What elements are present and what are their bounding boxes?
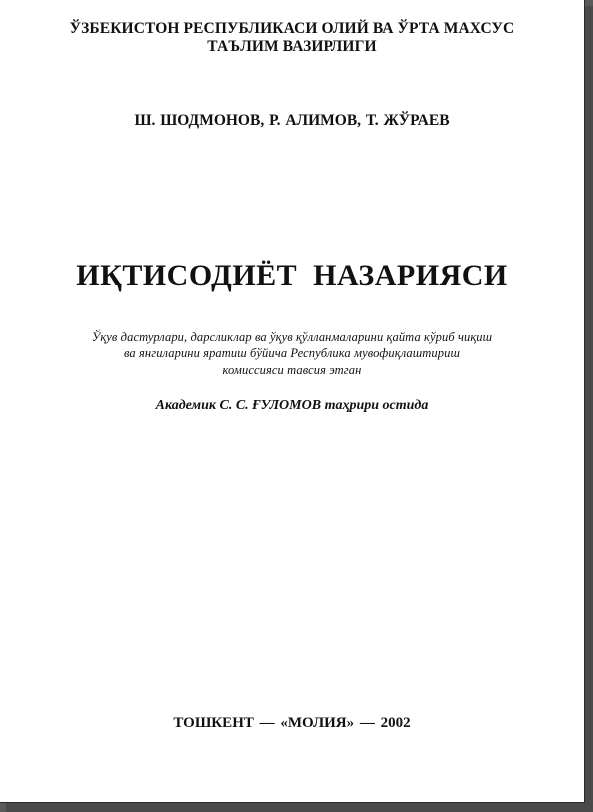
recommendation-line-2: ва янгиларини яратиш бўйича Республика мувофиқлаштириш [123,346,460,360]
editor-credit: Академик С. С. ҒУЛОМОВ таҳрири остида [155,398,429,413]
recommendation-line-1: Ўқув дастурлари, дарсликлар ва ўқув қўлланмаларини қайта кўриб чиқиш [91,330,493,344]
authors: Ш. ШОДМОНОВ, Р. АЛИМОВ, Т. ЖЎРАЕВ [134,112,450,129]
ministry-line-2: ТАЪЛИМ ВАЗИРЛИГИ [207,38,377,55]
page-shadow-bottom [6,803,593,812]
imprint: ТОШКЕНТ — «МОЛИЯ» — 2002 [173,715,411,731]
ministry-line-1: ЎЗБЕКИСТОН РЕСПУБЛИКАСИ ОЛИЙ ВА ЎРТА МАХСУС [69,20,515,37]
book-title: ИҚТИСОДИЁТ НАЗАРИЯСИ [76,259,508,292]
recommendation-line-3: комиссияси тавсия этган [222,363,362,377]
page-shadow-right [585,6,593,812]
